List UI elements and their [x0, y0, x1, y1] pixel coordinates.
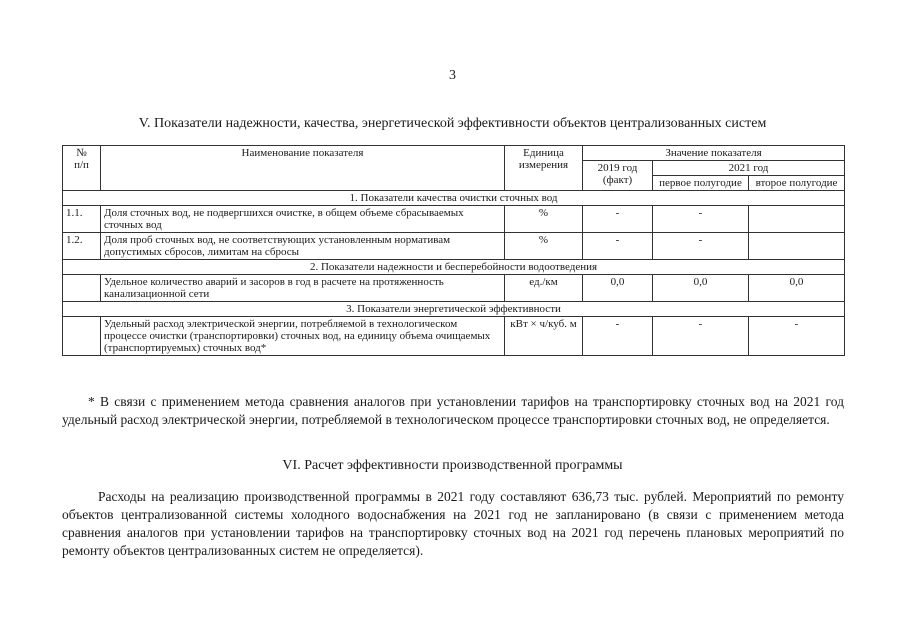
header-half2: второе полугодие — [749, 176, 845, 191]
row-half1: 0,0 — [653, 275, 749, 302]
table-row — [63, 317, 845, 356]
row-half1: - — [653, 317, 749, 356]
row-2019: - — [583, 206, 653, 233]
row-unit: % — [505, 233, 583, 260]
header-name: Наименование показателя — [101, 146, 505, 191]
row-num — [63, 317, 101, 356]
table-row — [63, 275, 845, 302]
row-num: 1.1. — [63, 206, 101, 233]
section-6-title: VI. Расчет эффективности производственной программы — [282, 458, 623, 473]
footnote: * В связи с применением метода сравнения аналогов при установлении тарифов на транспортировку сточных вод на 2021 год удельный расход электрической энергии, потребляемой в технологическом процессе транспортировки сточных вод, не определяется. — [62, 394, 844, 427]
row-name: Доля проб сточных вод, не соответствующих установленным нормативам допустимых сбросов, лимитам на сбросы — [101, 233, 505, 260]
header-half1: первое полугодие — [653, 176, 749, 191]
table-row — [63, 206, 845, 233]
group-1-title: 1. Показатели качества очистки сточных вод — [63, 191, 845, 206]
indicators-table — [62, 145, 845, 356]
row-half2: - — [749, 317, 845, 356]
row-half2 — [749, 206, 845, 233]
row-half1: - — [653, 233, 749, 260]
section-6-text: Расходы на реализацию производственной программы в 2021 году составляют 636,73 тыс. рублей. Мероприятий по ремонту объектов централизованной системы холодного водоснабжения на 2021 год не запланировано (в связи с применением метода сравнения аналогов при установлении тарифов на транспортировку сточных вод на 2021 год перечень плановых мероприятий по ремонту объектов централизованных систем не определяется). — [62, 489, 844, 558]
section-5-title: V. Показатели надежности, качества, энергетической эффективности объектов централизованных систем — [138, 116, 767, 131]
row-half1: - — [653, 206, 749, 233]
header-2021: 2021 год — [653, 161, 845, 176]
row-name: Удельное количество аварий и засоров в год в расчете на протяженность канализационной сети — [101, 275, 505, 302]
row-2019: - — [583, 233, 653, 260]
row-name: Удельный расход электрической энергии, потребляемой в технологическом процессе очистки (транспортировки) сточных вод, на единицу объема очищаемых (транспортируемых) сточных вод* — [101, 317, 505, 356]
page-number: 3 — [449, 68, 456, 83]
table-row — [63, 233, 845, 260]
group-2-title: 2. Показатели надежности и бесперебойности водоотведения — [63, 260, 845, 275]
row-2019: - — [583, 317, 653, 356]
row-2019: 0,0 — [583, 275, 653, 302]
header-2019: 2019 год (факт) — [583, 161, 653, 191]
group-3-title: 3. Показатели энергетической эффективности — [63, 302, 845, 317]
row-name: Доля сточных вод, не подвергшихся очистке, в общем объеме сбрасываемых сточных вод — [101, 206, 505, 233]
row-unit: ед./км — [505, 275, 583, 302]
row-num — [63, 275, 101, 302]
header-value: Значение показателя — [583, 146, 845, 161]
header-num: № п/п — [63, 146, 101, 191]
row-half2: 0,0 — [749, 275, 845, 302]
header-unit: Единица измерения — [505, 146, 583, 191]
row-half2 — [749, 233, 845, 260]
row-num: 1.2. — [63, 233, 101, 260]
row-unit: % — [505, 206, 583, 233]
row-unit: кВт × ч/куб. м — [505, 317, 583, 356]
